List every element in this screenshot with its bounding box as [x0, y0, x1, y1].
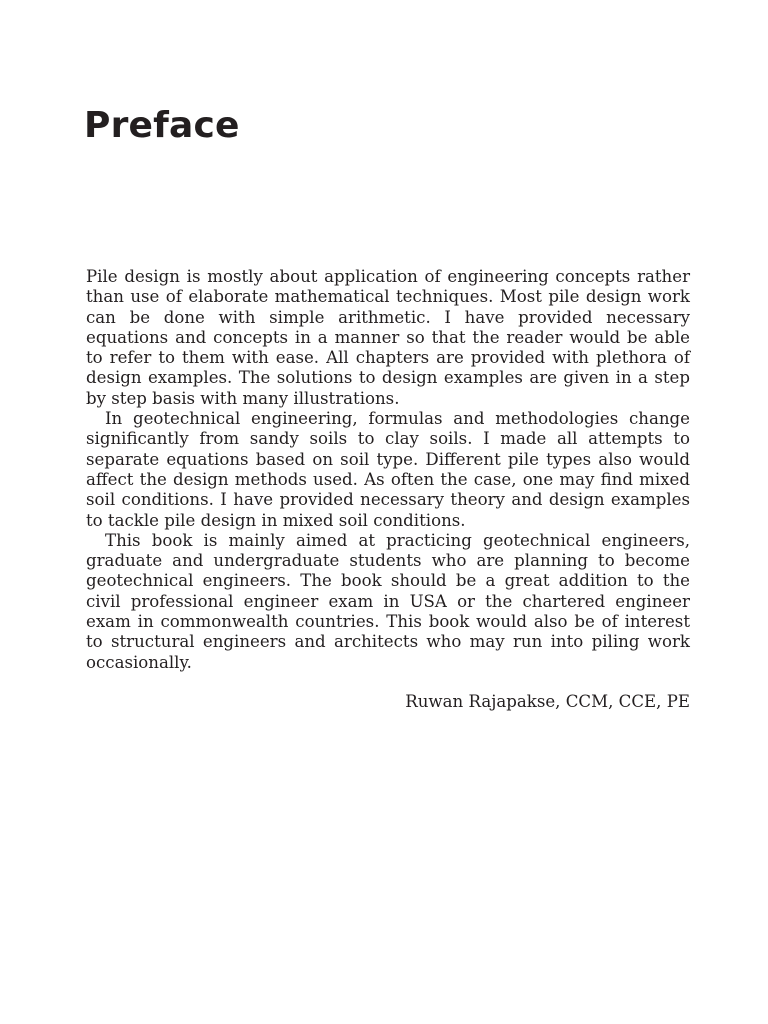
paragraph-1: Pile design is mostly about application of engineering concepts rather than use of elaborate mathematical techniques. Most pile design work can be done with simple arithmetic. I have provided necessary equations and concepts in a manner so that the reader would be able to refer to them with ease. All chapters are provided with plethora of design examples. The solutions to design examples are given in a step by step basis with many illustrations.: [86, 267, 690, 408]
paragraph-2: In geotechnical engineering, formulas and methodologies change significantly from sandy soils to clay soils. I made all attempts to separate equations based on soil type. Different pile types also would affect the design methods used. As often the case, one may find mixed soil conditions. I have provided necessary theory and design examples to tackle pile design in mixed soil conditions.: [86, 409, 690, 530]
author-signature: Ruwan Rajapakse, CCM, CCE, PE: [405, 691, 690, 711]
paragraph-3: This book is mainly aimed at practicing geotechnical engineers, graduate and undergraduate students who are planning to become geotechnical engineers. The book should be a great addition to the civil professional engineer exam in USA or the chartered engineer exam in commonwealth countries. This book would also be of interest to structural engineers and architects who may run into piling work occasionally.: [86, 530, 690, 672]
page-title: Preface: [84, 105, 240, 146]
preface-body: [86, 267, 690, 712]
